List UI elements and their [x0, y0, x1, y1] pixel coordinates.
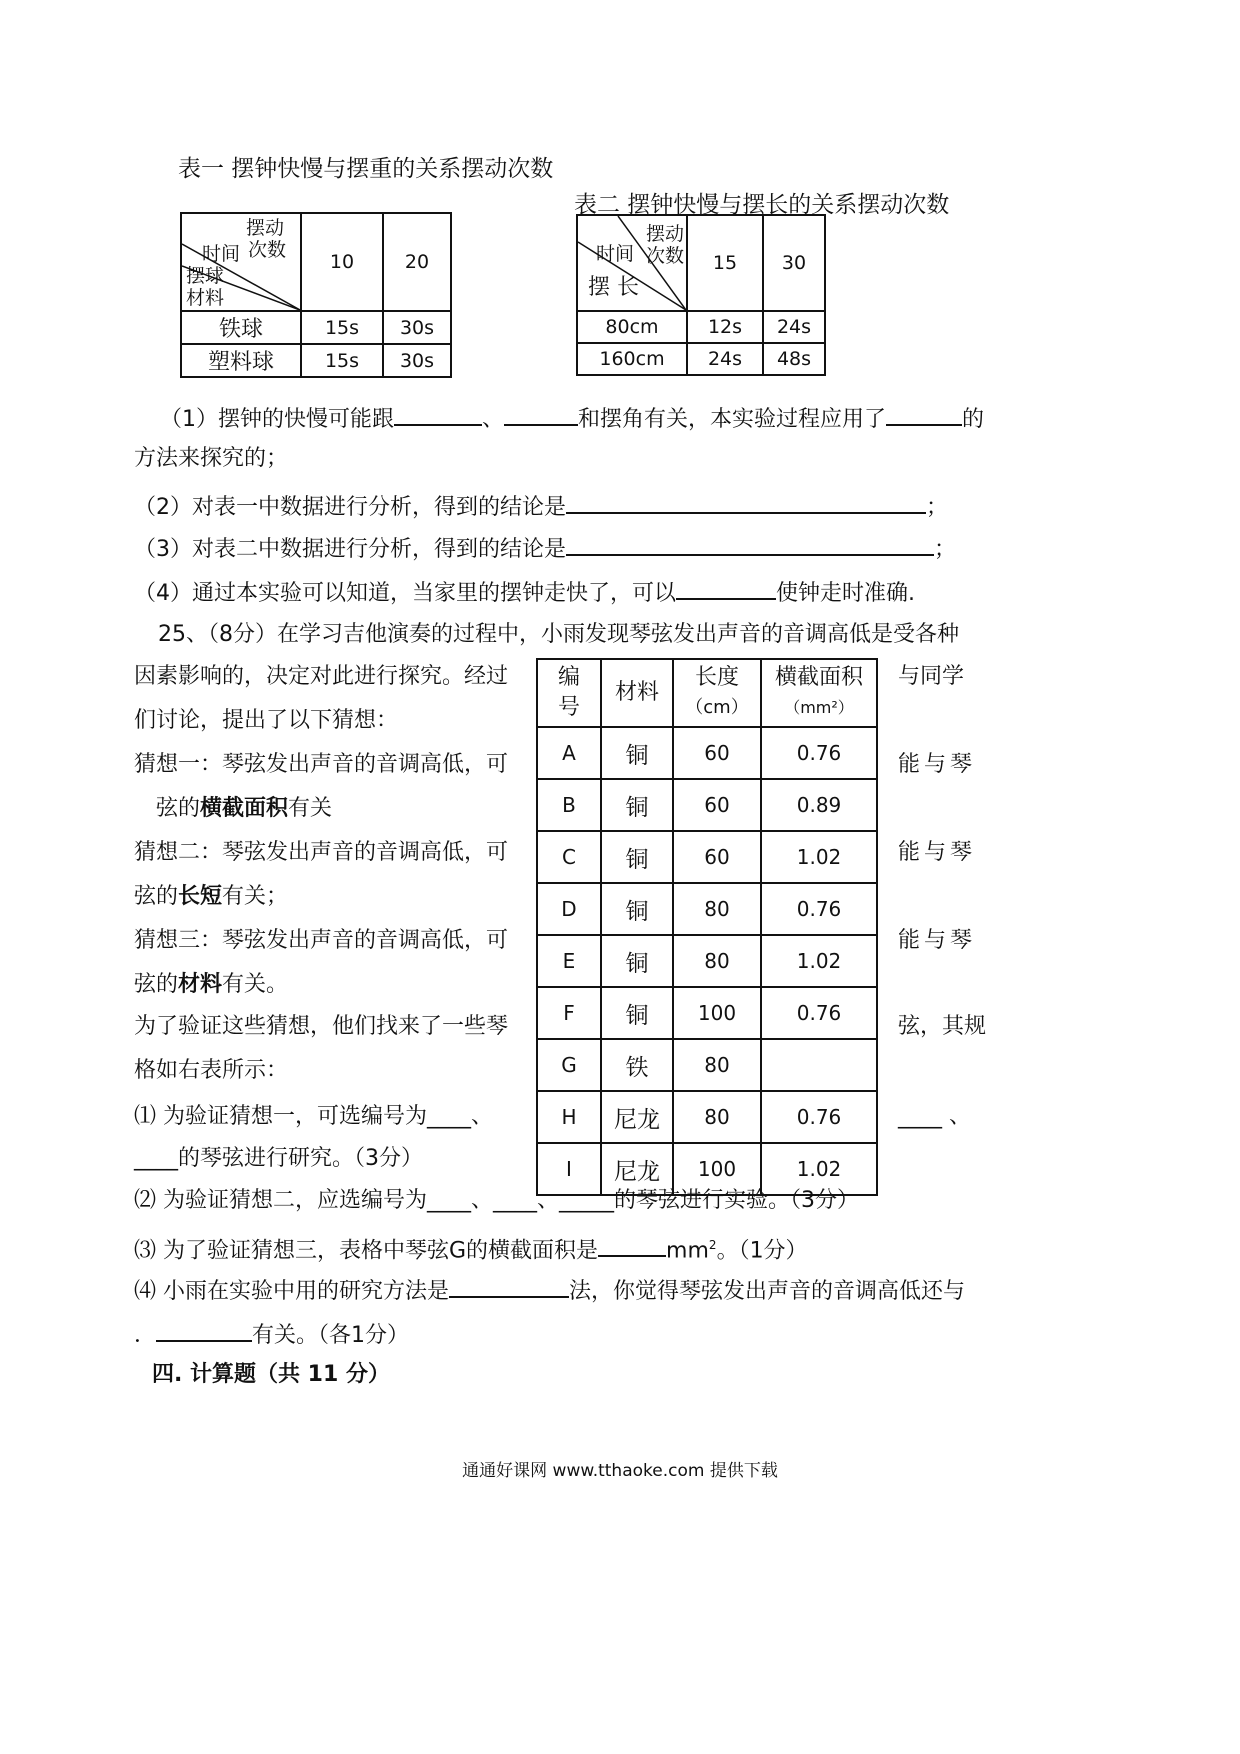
strings-table-body: [537, 727, 877, 1195]
q25-line: 因素影响的，决定对此进行探究。经过: [134, 664, 509, 689]
sub-q1-cont: ____的琴弦进行研究。（3分）: [134, 1146, 423, 1171]
header-top: 摆动: [646, 223, 685, 245]
table-cell: H: [537, 1091, 601, 1143]
q24-line-5: （4）通过本实验可以知道，当家里的摆钟走快了，可以 使钟走时准确.: [134, 576, 915, 609]
table-cell: E: [537, 935, 601, 987]
sub-q4: ⑷ 小雨在实验中用的研究方法是 法，你觉得琴弦发出声音的音调高低还与: [134, 1274, 965, 1307]
table-cell: 铜: [601, 831, 673, 883]
table-cell: 0.76: [761, 883, 877, 935]
table-cell: C: [537, 831, 601, 883]
header-top: 摆动: [246, 217, 285, 239]
answer-blank[interactable]: [504, 402, 578, 426]
guess-2-right: 能与琴: [898, 840, 977, 865]
guess-2: 猜想二：琴弦发出声音的音调高低，可: [134, 840, 509, 865]
guess-1-right: 能与琴: [898, 752, 977, 777]
table1-row-label: 塑料球: [181, 344, 301, 377]
table-row: [537, 1143, 877, 1195]
table-cell: A: [537, 727, 601, 779]
q25-intro: 25、（8分）在学习吉他演奏的过程中，小雨发现琴弦发出声音的音调高低是受各种: [158, 622, 959, 647]
table2-col-2: 30: [763, 215, 825, 311]
table-row: [537, 935, 877, 987]
guess-1-cont: 弦的横截面积有关: [156, 796, 333, 821]
table-cell: 铜: [601, 779, 673, 831]
answer-blank[interactable]: [394, 402, 482, 426]
table1-cell: 15s: [301, 344, 383, 377]
verify-line: 为了验证这些猜想，他们找来了一些琴: [134, 1014, 509, 1039]
answer-blank[interactable]: [598, 1233, 666, 1257]
table-cell: 0.89: [761, 779, 877, 831]
table-cell: 80: [673, 1039, 761, 1091]
verify-line-2: 格如右表所示：: [134, 1058, 289, 1083]
table-row: [537, 727, 877, 779]
table-cell: 铁: [601, 1039, 673, 1091]
table2-caption: 表二 摆钟快慢与摆长的关系摆动次数: [574, 192, 950, 218]
table-row: [537, 779, 877, 831]
table-row: [537, 1039, 877, 1091]
table-cell: 尼龙: [601, 1143, 673, 1195]
q25-line: 们讨论，提出了以下猜想：: [134, 708, 399, 733]
table-cell: 铜: [601, 727, 673, 779]
table-cell: 1.02: [761, 1143, 877, 1195]
q24-line-3: （2）对表一中数据进行分析，得到的结论是 ；: [134, 490, 948, 523]
header-area: 横截面积 （mm²）: [761, 659, 877, 727]
header-mid: 时间: [202, 243, 241, 265]
answer-blank[interactable]: [449, 1274, 569, 1298]
header-left: 摆 长: [588, 275, 639, 300]
header-id: 编 号: [537, 659, 601, 727]
q24-line-2: 方法来探究的；: [134, 446, 289, 471]
table2-cell: 24s: [687, 343, 763, 375]
table1-cell: 30s: [383, 344, 451, 377]
table-cell: 60: [673, 779, 761, 831]
header-material: 材料: [601, 659, 673, 727]
table-cell: 100: [673, 1143, 761, 1195]
table-cell: G: [537, 1039, 601, 1091]
answer-blank[interactable]: [566, 532, 934, 556]
table-cell: 尼龙: [601, 1091, 673, 1143]
guess-3: 猜想三：琴弦发出声音的音调高低，可: [134, 928, 509, 953]
header-length: 长度 （cm）: [673, 659, 761, 727]
table2-cell: 24s: [763, 311, 825, 343]
table-cell: 0.76: [761, 727, 877, 779]
table-row: [537, 831, 877, 883]
table1-header-diagonal: [181, 213, 301, 311]
table-cell: I: [537, 1143, 601, 1195]
table-row: [537, 987, 877, 1039]
table-cell: B: [537, 779, 601, 831]
table1: [180, 212, 452, 378]
guess-3-right: 能与琴: [898, 928, 977, 953]
table-cell: D: [537, 883, 601, 935]
table-cell: 100: [673, 987, 761, 1039]
sub-q1: ⑴ 为验证猜想一，可选编号为____、: [134, 1104, 493, 1129]
q24-line-1: （1）摆钟的快慢可能跟 、 和摆角有关，本实验过程应用了 的: [160, 402, 984, 435]
verify-line-right: 弦，其规: [898, 1014, 987, 1039]
page-footer: 通通好课网 www.tthaoke.com 提供下载: [462, 1461, 778, 1481]
answer-blank[interactable]: [886, 402, 962, 426]
table-cell: 铜: [601, 935, 673, 987]
section-4-heading: 四. 计算题（共 11 分）: [152, 1362, 390, 1387]
header-top2: 次数: [646, 245, 685, 267]
q25-line-right: 与同学: [898, 664, 965, 689]
table1-row-label: 铁球: [181, 311, 301, 344]
sub-q4-cont: ． 有关。（各1分）: [134, 1318, 409, 1351]
table-cell: 铜: [601, 987, 673, 1039]
strings-table: [536, 658, 878, 1196]
table-cell: 80: [673, 935, 761, 987]
q24-line-4: （3）对表二中数据进行分析，得到的结论是 ；: [134, 532, 956, 565]
table1-caption: 表一 摆钟快慢与摆重的关系摆动次数: [178, 156, 554, 182]
table-cell: 80: [673, 883, 761, 935]
table-cell: 80: [673, 1091, 761, 1143]
table2-cell: 48s: [763, 343, 825, 375]
table2-row-label: 160cm: [577, 343, 687, 375]
table1-cell: 15s: [301, 311, 383, 344]
guess-2-cont: 弦的长短有关；: [134, 884, 289, 909]
table-cell: 铜: [601, 883, 673, 935]
answer-blank[interactable]: [156, 1318, 252, 1342]
table1-col-2: 20: [383, 213, 451, 311]
guess-1: 猜想一：琴弦发出声音的音调高低，可: [134, 752, 509, 777]
header-left2: 材料: [186, 287, 225, 309]
table2-cell: 12s: [687, 311, 763, 343]
table-row: [537, 883, 877, 935]
answer-blank[interactable]: [676, 576, 776, 600]
table2-col-1: 15: [687, 215, 763, 311]
header-top2: 次数: [248, 239, 287, 261]
sub-q3: ⑶ 为了验证猜想三，表格中琴弦G的横截面积是 $mm^2$。（1分）: [134, 1230, 808, 1266]
sub-q2: ⑵ 为验证猜想二，应选编号为____、____、_____的琴弦进行实验。（3分）: [134, 1188, 859, 1213]
header-left: 摆球: [186, 265, 225, 287]
table-cell: 60: [673, 831, 761, 883]
table2-row-label: 80cm: [577, 311, 687, 343]
table-cell: 1.02: [761, 935, 877, 987]
table-cell: 0.76: [761, 987, 877, 1039]
table-cell: F: [537, 987, 601, 1039]
table1-cell: 30s: [383, 311, 451, 344]
table-cell: [761, 1039, 877, 1091]
table-cell: 60: [673, 727, 761, 779]
table2-header-diagonal: [577, 215, 687, 311]
guess-3-cont: 弦的材料有关。: [134, 972, 289, 997]
table2: [576, 214, 826, 376]
answer-blank[interactable]: [566, 490, 926, 514]
table-cell: 1.02: [761, 831, 877, 883]
table-cell: 0.76: [761, 1091, 877, 1143]
table-row: [537, 1091, 877, 1143]
sub-q1-right: ____ 、: [898, 1104, 971, 1129]
header-mid: 时间: [596, 243, 635, 265]
table1-col-1: 10: [301, 213, 383, 311]
